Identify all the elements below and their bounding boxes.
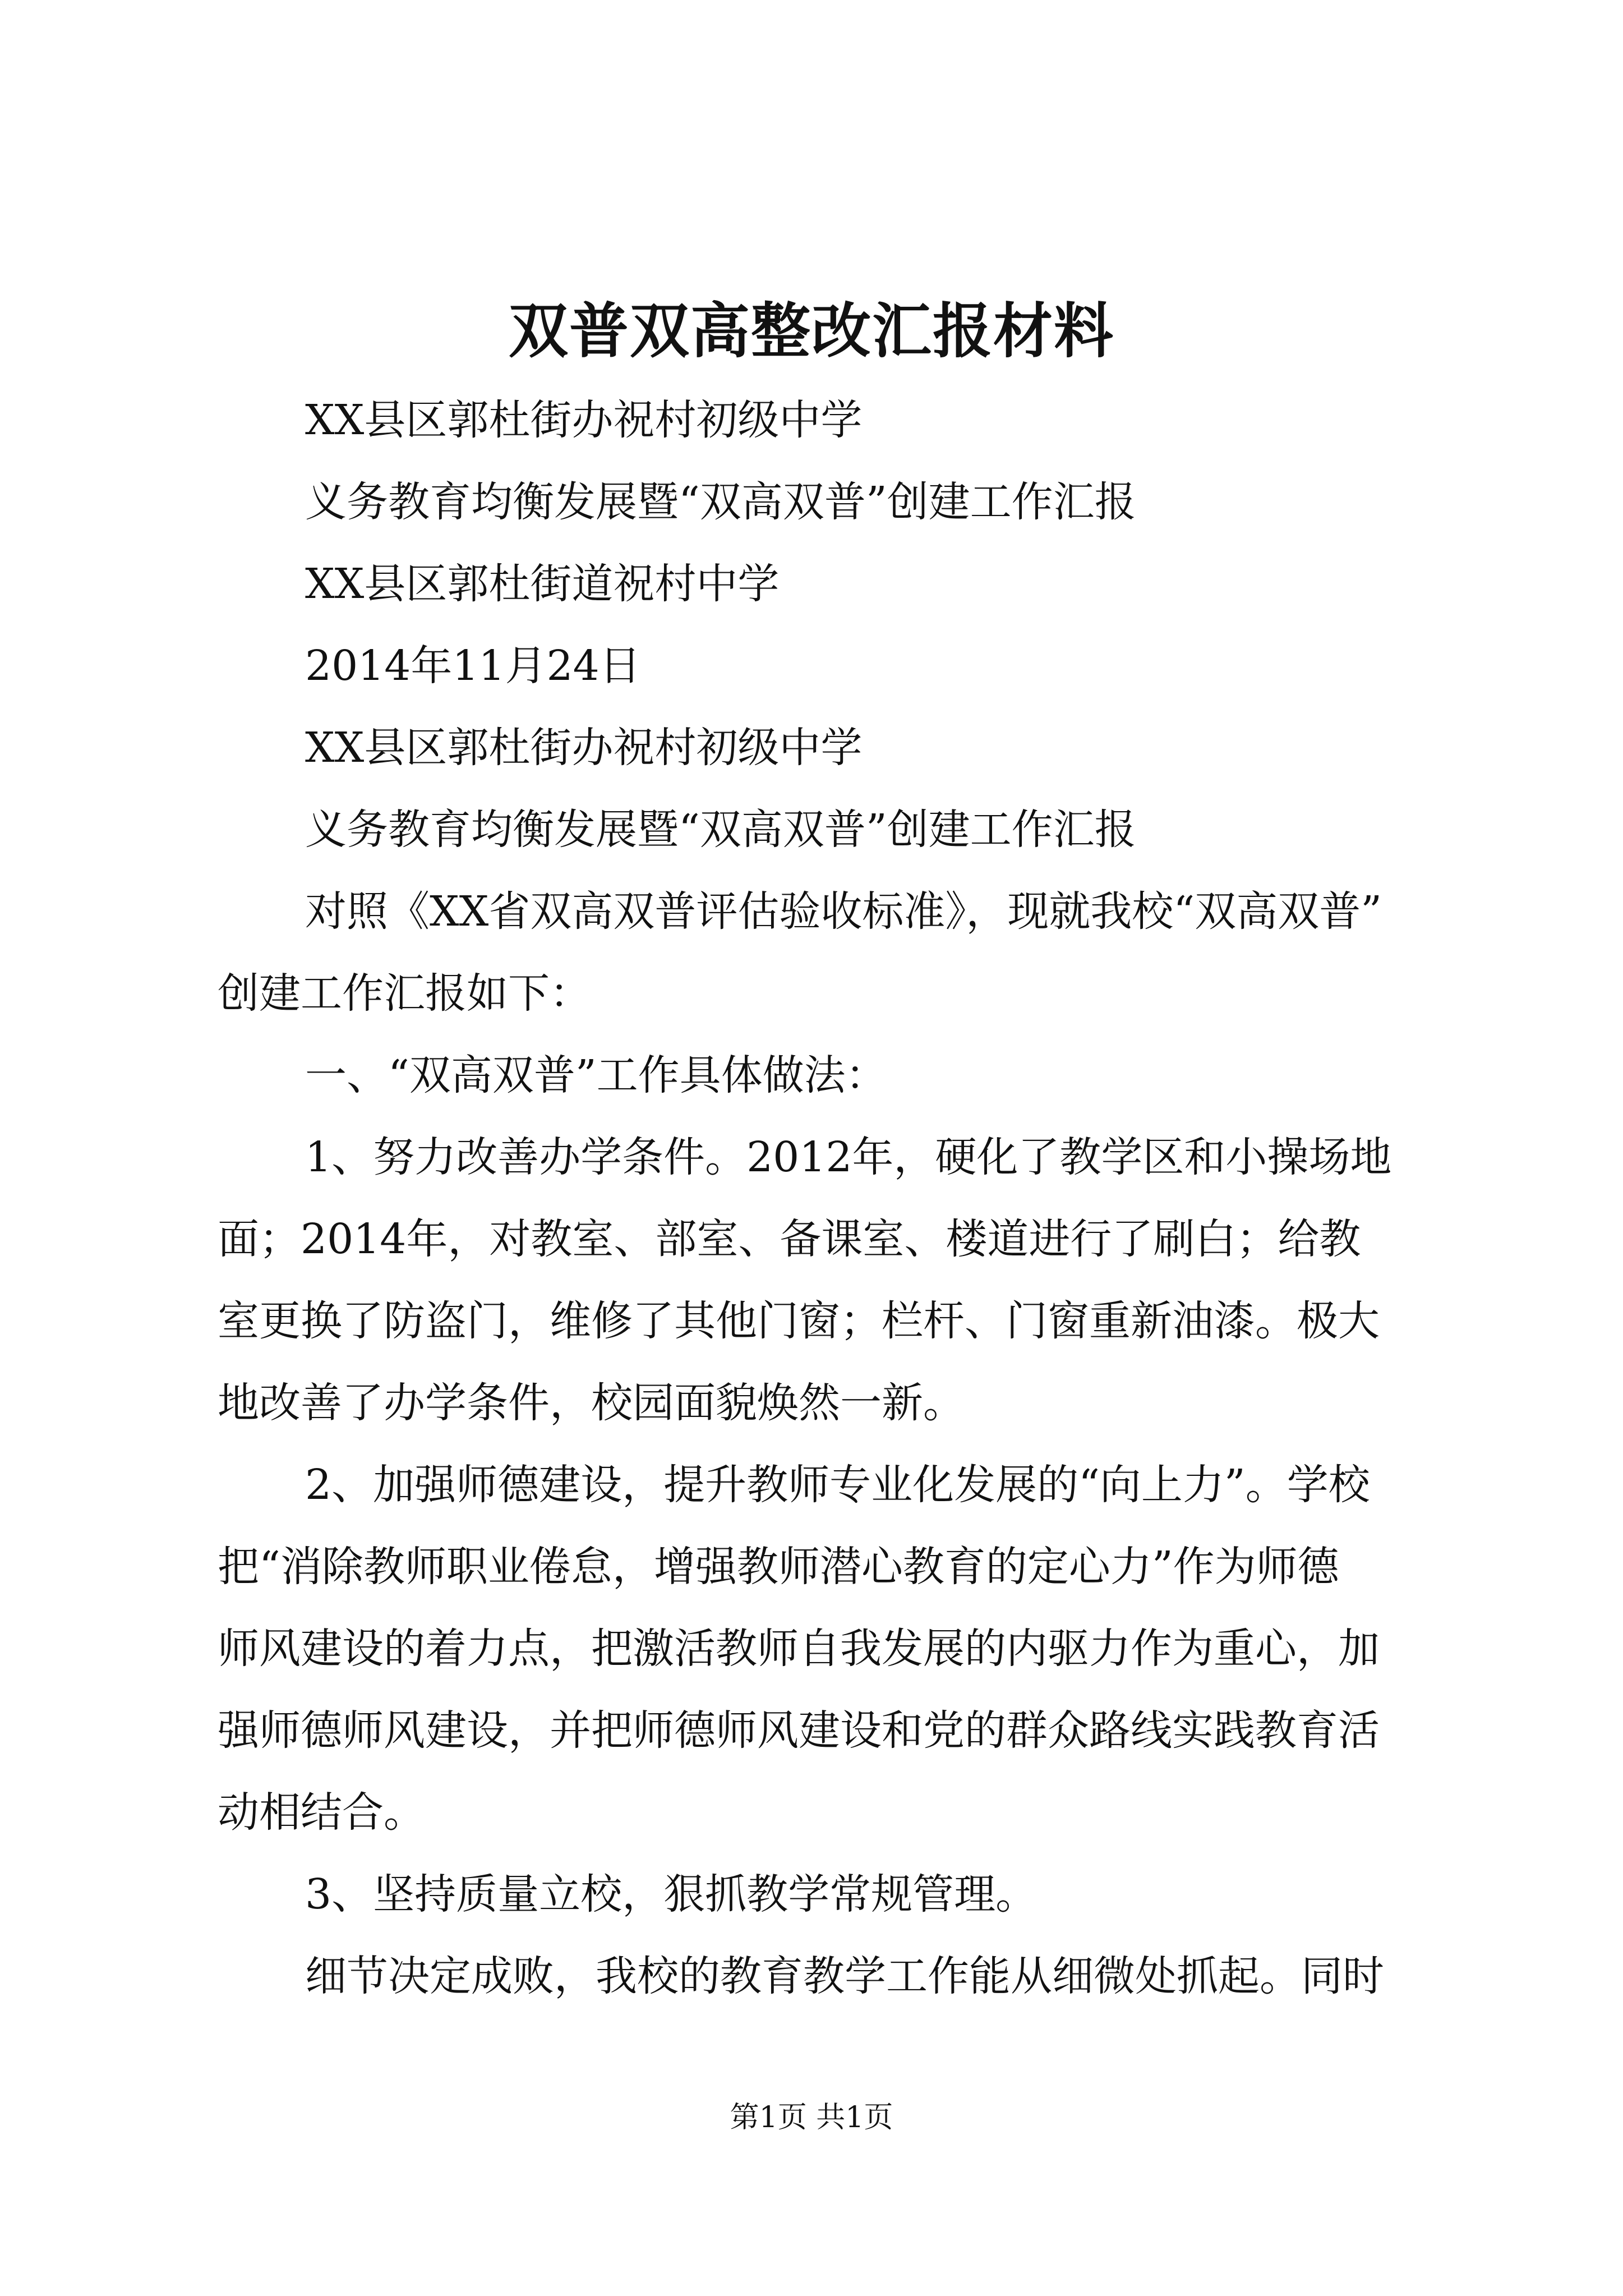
document-body	[218, 379, 1412, 2017]
paragraph-line: 室更换了防盗门，维修了其他门窗；栏杆、门窗重新油漆。极大	[218, 1297, 1380, 1345]
paragraph-line: 师风建设的着力点，把激活教师自我发展的内驱力作为重心，加	[218, 1625, 1380, 1673]
paragraph-line: 2、加强师德建设，提升教师专业化发展的“向上力”。学校	[305, 1461, 1370, 1509]
paragraph-line: XX县区郭杜街道祝村中学	[305, 560, 780, 608]
paragraph-line: XX县区郭杜街办祝村初级中学	[305, 396, 863, 444]
paragraph-line: 强师德师风建设，并把师德师风建设和党的群众路线实践教育活	[218, 1706, 1380, 1755]
paragraph-line: 2014年11月24日	[305, 642, 641, 690]
section-heading: 一、“双高双普”工作具体做法：	[305, 1051, 887, 1099]
page-footer: 第1页 共1页	[730, 2101, 893, 2134]
paragraph-line: 地改善了办学条件，校园面貌焕然一新。	[218, 1379, 965, 1427]
paragraph-line: 对照《XX省双高双普评估验收标准》，现就我校“双高双普”	[305, 887, 1382, 936]
paragraph-line: XX县区郭杜街办祝村初级中学	[305, 724, 863, 772]
paragraph-line: 把“消除教师职业倦怠，增强教师潜心教育的定心力”作为师德	[218, 1543, 1339, 1591]
paragraph-line: 创建工作汇报如下：	[218, 969, 591, 1018]
paragraph-line: 义务教育均衡发展暨“双高双普”创建工作汇报	[305, 806, 1136, 854]
paragraph-line: 细节决定成败，我校的教育教学工作能从细微处抓起。同时	[305, 1952, 1384, 2000]
paragraph-line: 1、努力改善办学条件。2012年，硬化了教学区和小操场地	[305, 1133, 1392, 1181]
paragraph-line: 3、坚持质量立校，狠抓教学常规管理。	[305, 1870, 1038, 1918]
paragraph-line: 义务教育均衡发展暨“双高双普”创建工作汇报	[305, 478, 1136, 526]
paragraph-line: 面；2014年，对教室、部室、备课室、楼道进行了刷白；给教	[218, 1215, 1361, 1263]
paragraph-line: 动相结合。	[218, 1788, 425, 1837]
document-title: 双普双高整改汇报材料	[509, 296, 1114, 366]
